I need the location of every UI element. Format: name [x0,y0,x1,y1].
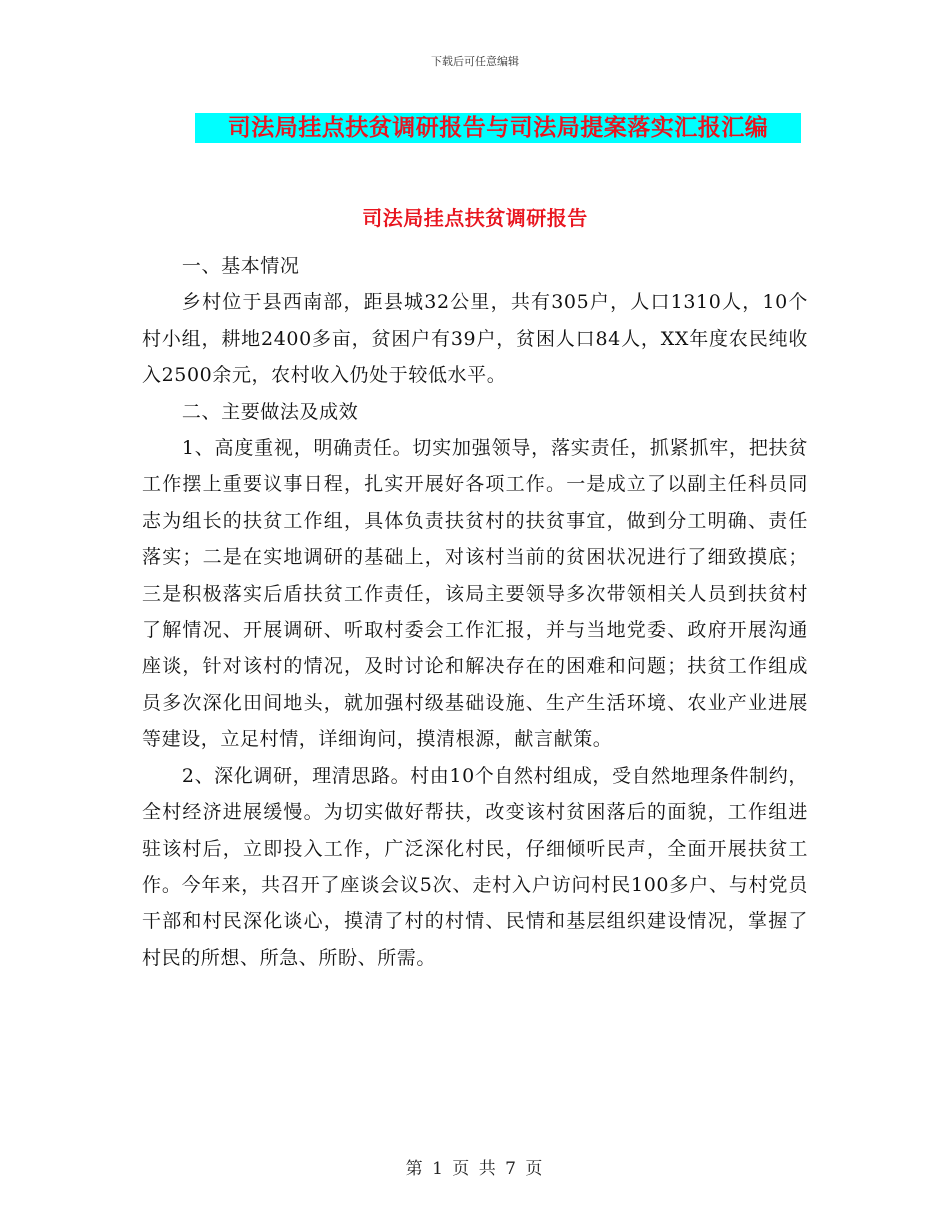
heading-main-measures: 二、主要做法及成效 [181,400,359,423]
paragraph-basic-situation: 乡村位于县西南部，距县城32公里，共有305户，人口1310人，10个村小组，耕地2400多亩，贫困户有39户，贫困人口84人，XX年度农民纯收入2500余元，农村收入仍处于较低水平。 [142,291,808,387]
document-main-title: 司法局挂点扶贫调研报告与司法局提案落实汇报汇编 [195,113,801,143]
document-body [142,248,808,976]
paragraph-measure-2: 2、深化调研，理清思路。村由10个自然村组成，受自然地理条件制约，全村经济进展缓慢。为切实做好帮扶，改变该村贫困落后的面貌，工作组进驻该村后，立即投入工作，广泛深化村民，仔细倾听民声，全面开展扶贫工作。今年来，共召开了座谈会议5次、走村入户访问村民100多户、与村党员干部和村民深化谈心，摸清了村的村情、民情和基层组织建设情况，掌握了村民的所想、所急、所盼、所需。 [142,764,808,969]
page-number-footer: 第 1 页 共 7 页 [405,1159,545,1179]
section-title: 司法局挂点扶贫调研报告 [362,206,588,230]
paragraph-measure-1: 1、高度重视，明确责任。切实加强领导，落实责任，抓紧抓牢，把扶贫工作摆上重要议事日程，扎实开展好各项工作。一是成立了以副主任科员同志为组长的扶贫工作组，具体负责扶贫村的扶贫事宜，做到分工明确、责任落实；二是在实地调研的基础上，对该村当前的贫困状况进行了细致摸底；三是积极落实后盾扶贫工作责任，该局主要领导多次带领相关人员到扶贫村了解情况、开展调研、听取村委会工作汇报，并与当地党委、政府开展沟通座谈，针对该村的情况，及时讨论和解决存在的困难和问题；扶贫工作组成员多次深化田间地头，就加强村级基础设施、生产生活环境、农业产业进展等建设，立足村情，详细询问，摸清根源，献言献策。 [142,437,808,751]
header-note: 下载后可任意编辑 [431,55,519,68]
heading-basic-situation: 一、基本情况 [181,255,300,277]
